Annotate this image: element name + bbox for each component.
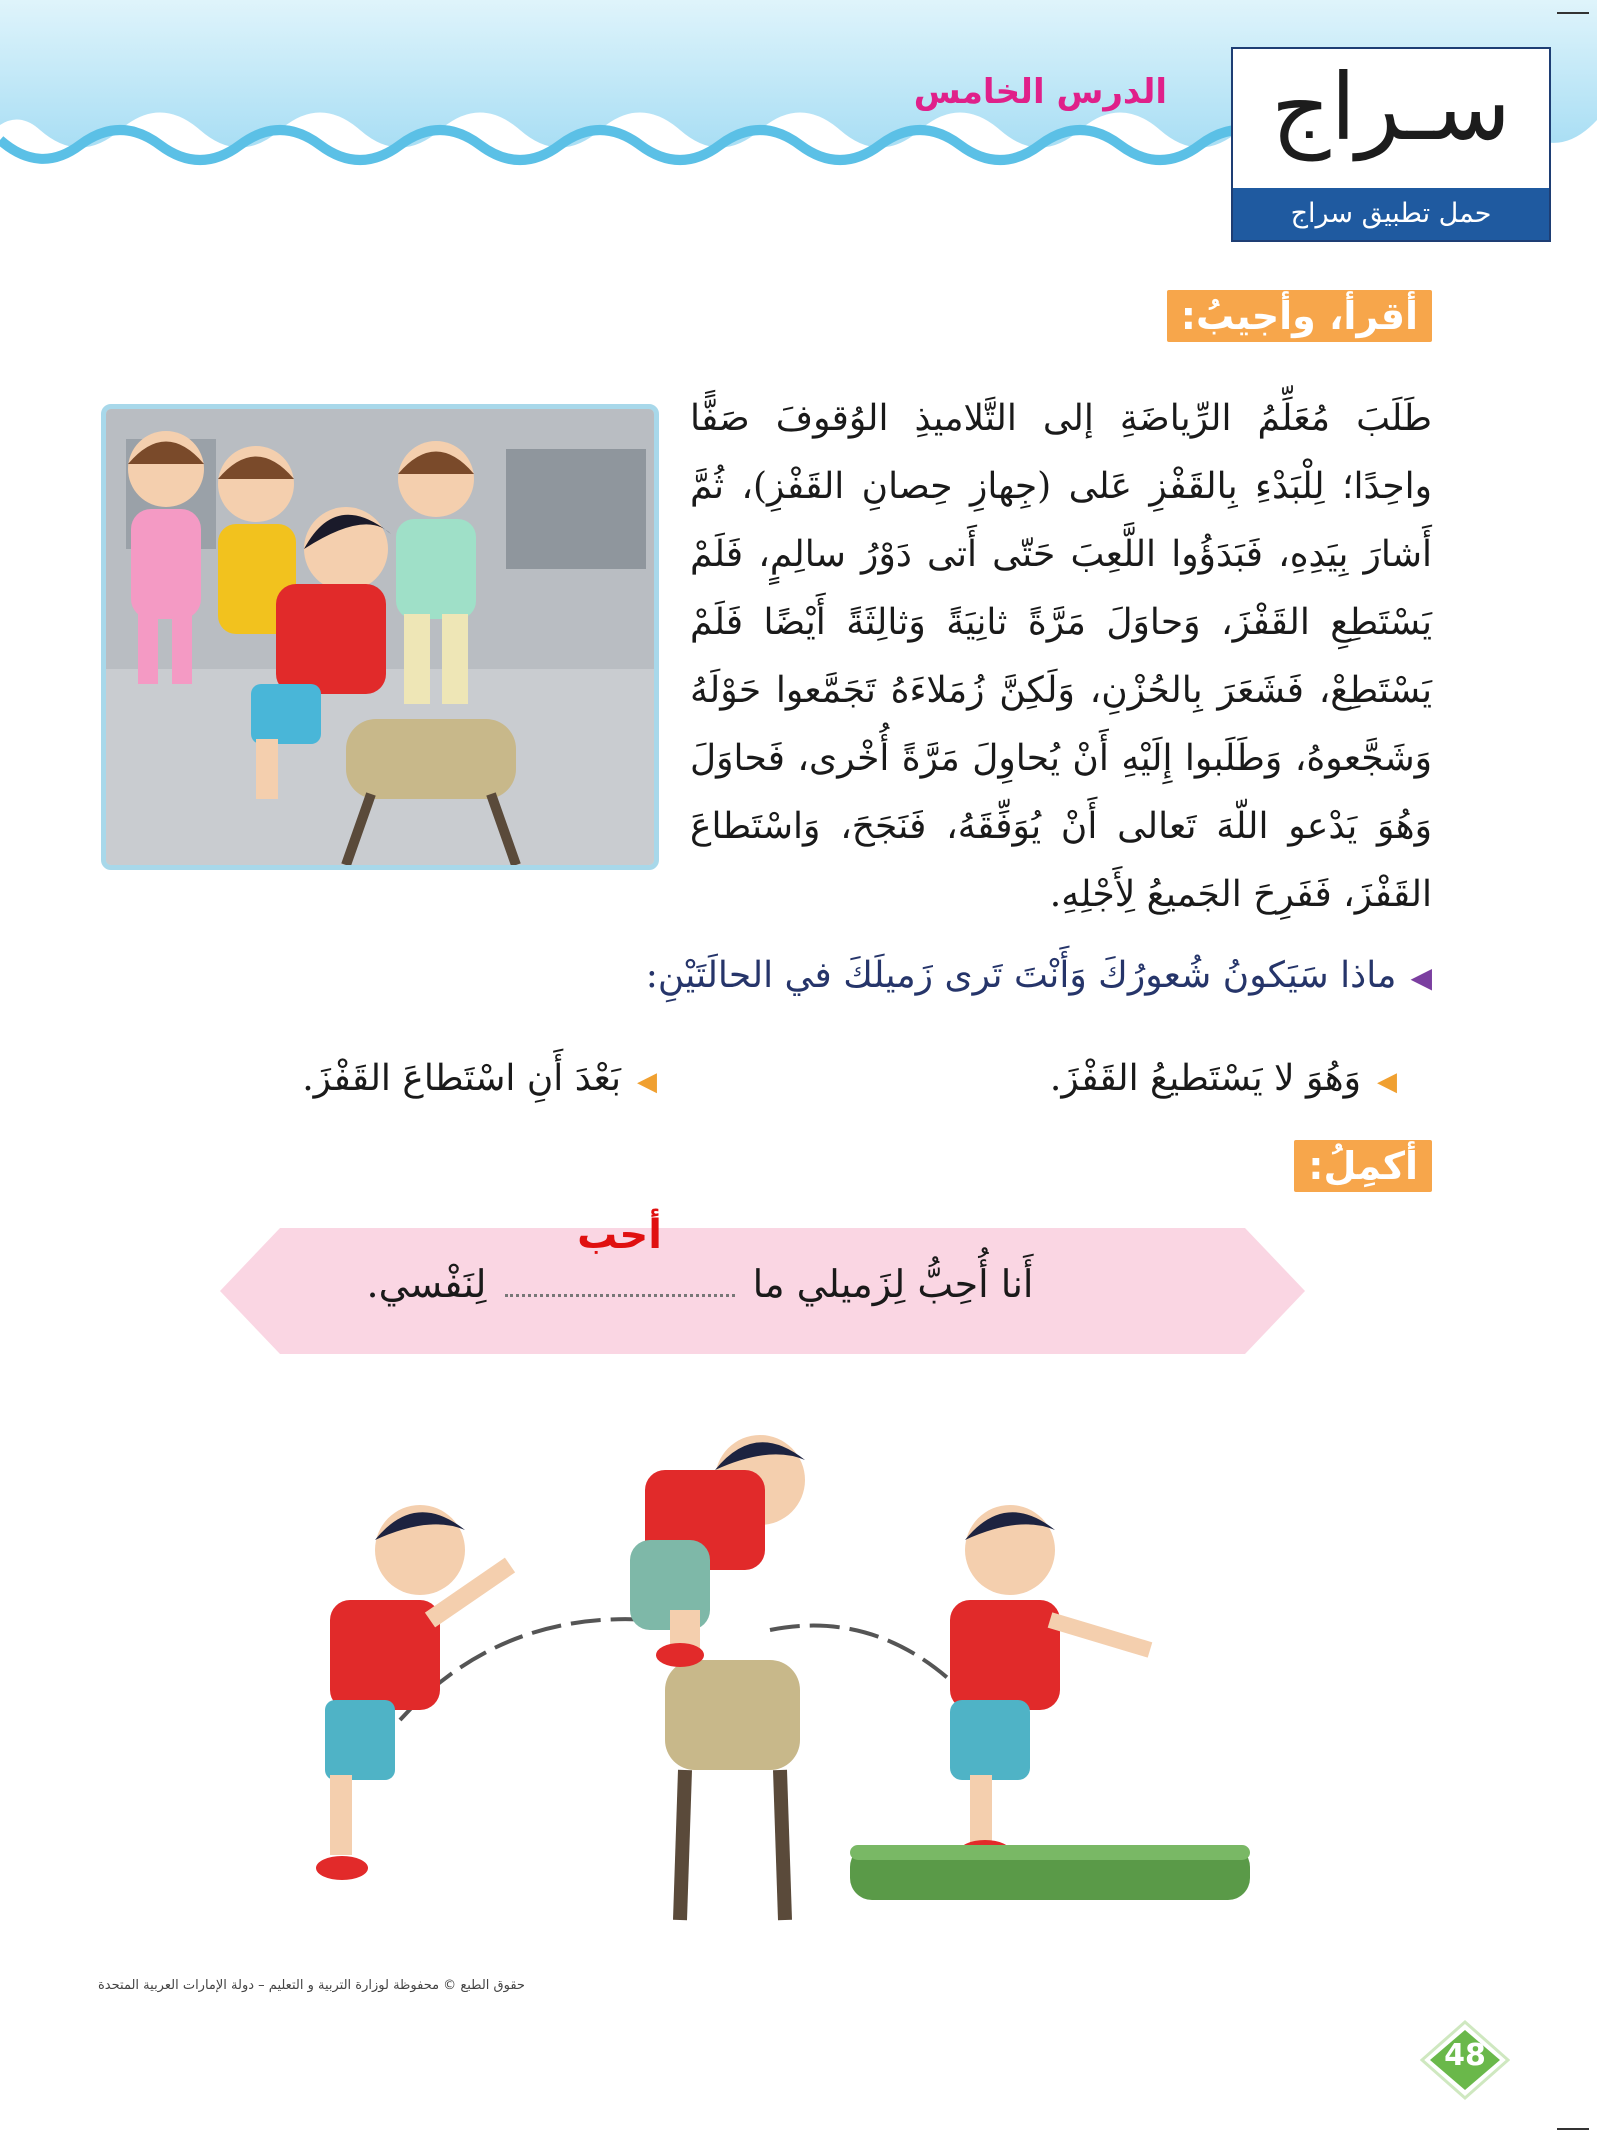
page-number-badge [1420,2020,1510,2100]
option-1-text: وَهُوَ لا يَسْتَطيعُ القَفْزَ. [1049,1058,1361,1099]
siraj-logo[interactable] [1231,47,1551,242]
answer-blank[interactable] [505,1212,735,1297]
crop-mark [1557,12,1589,14]
question [646,955,1432,996]
question-text: ماذا سَيَكونُ شُعورُكَ وَأَنْتَ تَرى زَميلَكَ في الحالَتَيْنِ: [645,955,1397,996]
bullet-arrow-icon: ◀ [637,1067,657,1097]
fill-in-sentence [300,1212,1100,1306]
page-number: 48 [1444,2038,1486,2073]
sentence-end: لِنَفْسي. [366,1262,487,1306]
option-2 [302,1058,657,1099]
handwritten-answer: أحب [577,1212,662,1258]
section-label-read: أقرأ، وأجيبُ: [1167,290,1432,342]
bullet-arrow-icon: ◀ [1410,961,1432,994]
copyright-notice: حقوق الطبع © محفوظة لوزارة التربية و التعليم – دولة الإمارات العربية المتحدة [98,1978,525,1993]
logo-tagline: حمل تطبيق سراج [1233,188,1549,240]
vault-sequence-illustration [250,1390,1260,1930]
crop-mark [1557,2128,1589,2130]
option-1 [1050,1058,1397,1099]
logo-word: سـراج [1271,54,1511,161]
lesson-title: الدرس الخامس [913,72,1167,112]
reading-passage: طَلَبَ مُعَلِّمُ الرِّياضَةِ إلى التَّلاميذِ الوُقوفَ صَفًّا واحِدًا؛ لِلْبَدْءِ بِالقَفْزِ عَلى (جِهازِ حِصانِ القَفْزِ)، ثُمَّ أَشارَ بِيَدِهِ، فَبَدَؤُوا اللَّعِبَ حَتّى أَتى دَوْرُ سالِمٍ، فَلَمْ يَسْتَطِعِ القَفْزَ، وَحاوَلَ مَرَّةً ثانِيَةً وَثالِثَةً أَيْضًا فَلَمْ يَسْتَطِعْ، فَشَعَرَ بِالحُزْنِ، وَلَكِنَّ زُمَلاءَهُ تَجَمَّعوا حَوْلَهُ وَشَجَّعوهُ، وَطَلَبوا إِلَيْهِ أَنْ يُحاوِلَ مَرَّةً أُخْرى، فَحاوَلَ وَهُوَ يَدْعو اللّهَ تَعالى أَنْ يُوَفِّقَهُ، فَنَجَحَ، وَاسْتَطاعَ القَفْزَ، فَفَرِحَ الجَميعُ لِأَجْلِهِ. [690,398,1432,915]
sentence-start: أَنا أُحِبُّ لِزَميلي ما [752,1262,1034,1306]
section-label-complete: أُكمِلُ: [1294,1140,1432,1192]
bullet-arrow-icon: ◀ [1377,1067,1397,1097]
classroom-illustration [101,404,659,870]
option-2-text: بَعْدَ أَنِ اسْتَطاعَ القَفْزَ. [302,1058,621,1099]
